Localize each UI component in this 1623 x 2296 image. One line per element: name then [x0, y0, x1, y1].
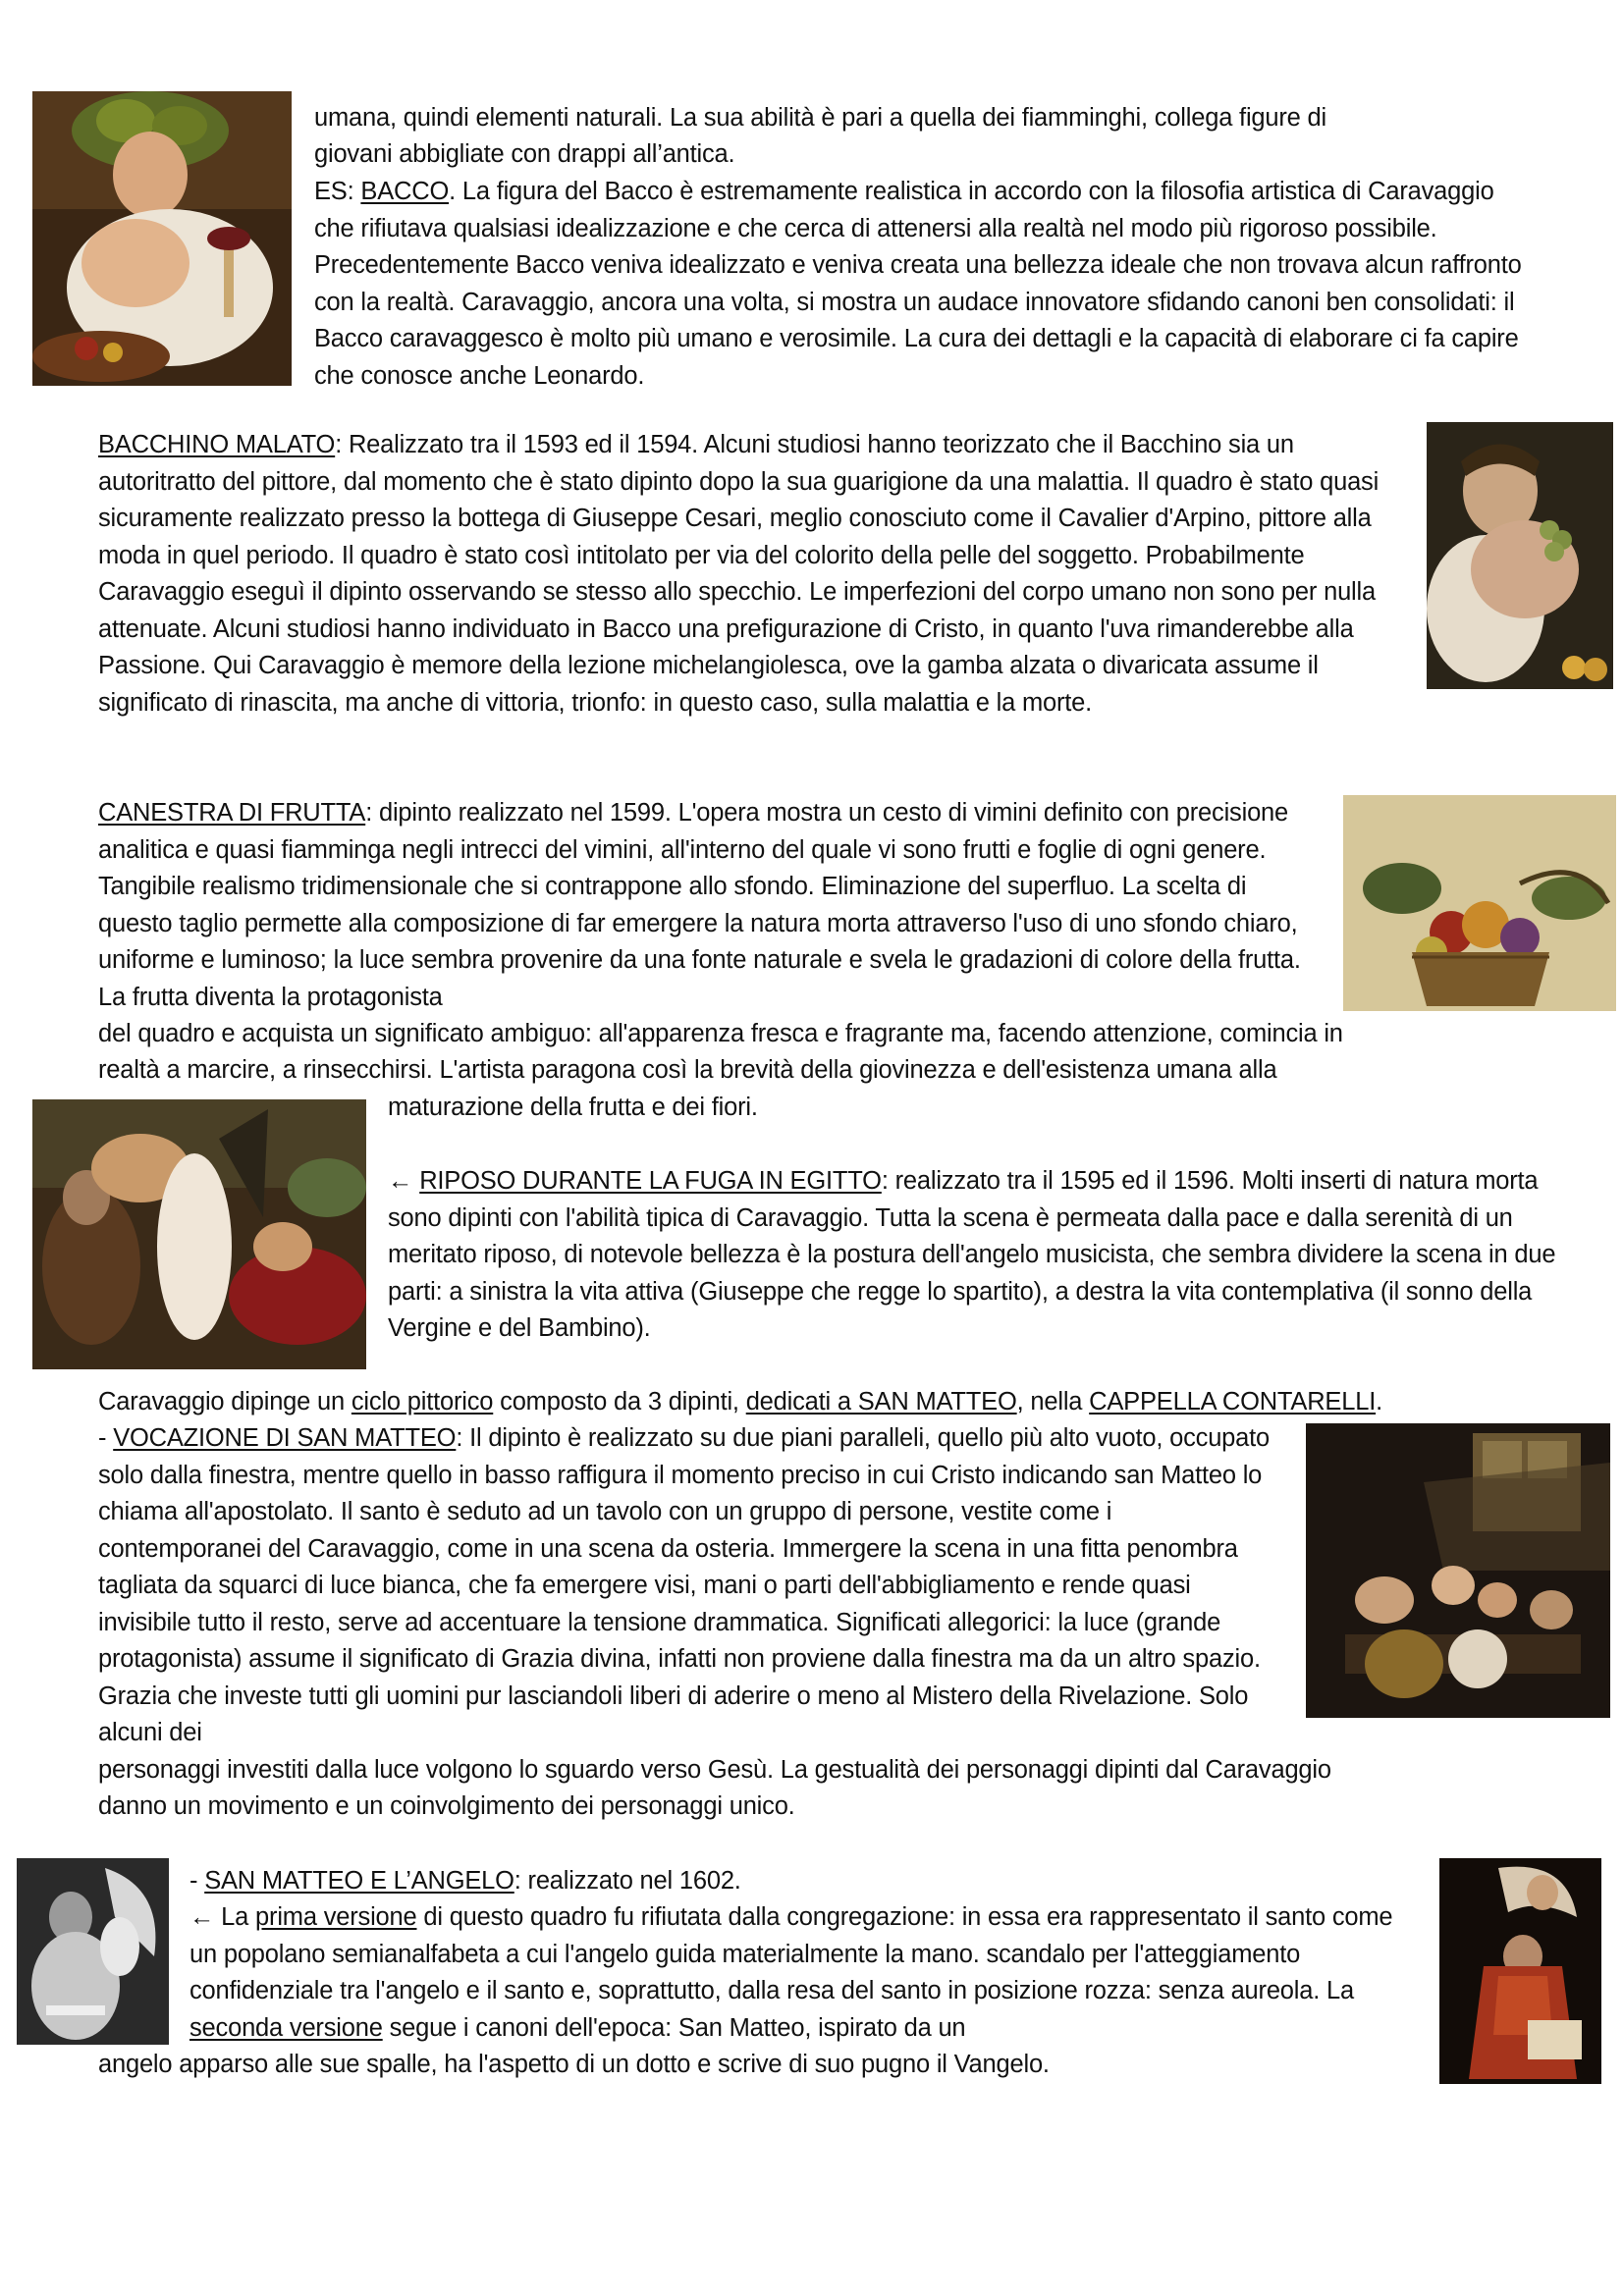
- left-arrow-icon: ← La: [189, 1903, 256, 1931]
- contarelli-text-2: composto da 3 dipinti,: [493, 1388, 746, 1415]
- bacco-title: BACCO: [360, 178, 450, 205]
- san-matteo-angelo-first-version-icon: [17, 1858, 169, 2045]
- prima-versione: prima versione: [255, 1903, 417, 1931]
- bacchino-paragraph: [98, 427, 1399, 721]
- riposo-paragraph: [388, 1163, 1576, 1348]
- vocazione-paragraph: [98, 1420, 1276, 1752]
- bacco-paragraph: [314, 174, 1532, 395]
- angelo-paragraph: [189, 1899, 1407, 2047]
- angelo-title-line: [189, 1863, 1417, 1900]
- ciclo-pittorico-link: ciclo pittorico: [351, 1388, 494, 1415]
- canestra-line-full-1: del quadro e acquista un significato ambiguo: all'apparenza fresca e fragrante ma, facendo attenzione, comincia in: [98, 1020, 1343, 1047]
- bacco-intro-line-1: umana, quindi elementi naturali. La sua abilità è pari a quella dei fiamminghi, collega figure di: [314, 104, 1326, 132]
- canestra-line-full-2: realtà a marcire, a rinsecchirsi. L'artista paragona così la brevità della giovinezza e dell'esistenza umana alla: [98, 1056, 1277, 1084]
- vocazione-line-full-1: personaggi investiti dalla luce volgono lo sguardo verso Gesù. La gestualità dei personaggi dipinti dal Caravaggio: [98, 1756, 1331, 1784]
- vocazione-title: VOCAZIONE DI SAN MATTEO: [113, 1424, 457, 1452]
- riposo-title: RIPOSO DURANTE LA FUGA IN EGITTO: [419, 1167, 882, 1195]
- es-label: ES:: [314, 178, 361, 205]
- vocazione-dash: -: [98, 1424, 114, 1452]
- angelo-title-suffix: : realizzato nel 1602.: [514, 1867, 741, 1895]
- contarelli-intro: [98, 1384, 1591, 1421]
- bacchino-body: : Realizzato tra il 1593 ed il 1594. Alcuni studiosi hanno teorizzato che il Bacchino sia un autoritratto del pittore, dal momento che è stato dipinto dopo la sua guarigione da una malattia. Il quadro è stato quasi sicuramente realizzato presso la bottega di Giuseppe Cesari, meglio conosciuto come il Cavalier d'Arpino, pittore alla moda in quel periodo. Il quadro è stato così intitolato per via del colorito della pelle del soggetto. Probabilmente Caravaggio eseguì il dipinto osservando se stesso allo specchio. Le imperfezioni del corpo umano non sono per nulla attenuate. Alcuni studiosi hanno individuato in Bacco una prefigurazione di Cristo, in quanto l'uva rimanderebbe alla Passione. Qui Caravaggio è memore della lezione michelangiolesca, ove la gamba alzata o divaricata assume il significato di rinascita, ma anche di vittoria, trionfo: in questo caso, sulla malattia e la morte.: [98, 431, 1380, 717]
- bacco-painting-icon: [32, 91, 292, 386]
- bacchino-title: BACCHINO MALATO: [98, 431, 336, 458]
- left-arrow-icon: ←: [388, 1167, 420, 1195]
- bacco-intro-line-2: giovani abbigliate con drappi all’antica.: [314, 140, 735, 168]
- angelo-body-1: di questo quadro fu rifiutata dalla congregazione: in essa era rappresentato il santo come un popolano semianalfabeta a cui l'angelo guida materialmente la mano. scandalo per l'atteggiamento confidenziale tra l'angelo e il santo e, soprattutto, dalla resa del santo in posizione rozza: senza aureola. La: [189, 1903, 1393, 2004]
- canestra-line-last: maturazione della frutta e dei fiori.: [388, 1094, 758, 1121]
- contarelli-text-4: .: [1376, 1388, 1382, 1415]
- seconda-versione: seconda versione: [189, 2013, 383, 2042]
- vocazione-line-full-2: danno un movimento e un coinvolgimento dei personaggi unico.: [98, 1792, 795, 1820]
- cappella-contarelli-link: CAPPELLA CONTARELLI: [1089, 1388, 1377, 1415]
- bacchino-malato-painting-icon: [1427, 422, 1613, 689]
- vocazione-body: : Il dipinto è realizzato su due piani paralleli, quello più alto vuoto, occupato solo dalla finestra, mentre quello in basso raffigura il momento preciso in cui Cristo indicando san Matteo lo chiama all'apostolato. Il santo è seduto ad un tavolo con un gruppo di persone, vestite come i contemporanei del Caravaggio, come in una scena da osteria. Immergere la scena in una fitta penombra tagliata da squarci di luce bianca, che fa emergere visi, mani o parti dell'abbigliamento e rende quasi invisibile tutto il resto, serve ad accentuare la tensione drammatica. Significati allegorici: la luce (grande protagonista) assume il significato di Grazia divina, infatti non proviene dalla finestra ma da un altro spazio. Grazia che investe tutti gli uomini pur lasciandoli liberi di aderire o meno al Mistero della Rivelazione. Solo alcuni dei: [98, 1424, 1271, 1746]
- angelo-line-last: angelo apparso alle sue spalle, ha l'aspetto di un dotto e scrive di suo pugno il Vangelo.: [98, 2051, 1050, 2078]
- angelo-body-2: segue i canoni dell'epoca: San Matteo, ispirato da un: [382, 2013, 966, 2042]
- canestra-title: CANESTRA DI FRUTTA: [98, 799, 366, 827]
- contarelli-text-3: , nella: [1016, 1388, 1090, 1415]
- contarelli-text-1: Caravaggio dipinge un: [98, 1388, 352, 1415]
- canestra-di-frutta-painting-icon: [1343, 795, 1616, 1011]
- riposo-body: : realizzato tra il 1595 ed il 1596. Molti inserti di natura morta sono dipinti con l'abilità tipica di Caravaggio. Tutta la scena è permeata dalla pace e dalla serenità di un meritato riposo, di notevole bellezza è la postura dell'angelo musicista, che sembra dividere la scena in due parti: a sinistra la vita attiva (Giuseppe che regge lo spartito), a destra la vita contemplativa (il sonno della Vergine e del Bambino).: [388, 1167, 1556, 1342]
- riposo-fuga-egitto-painting-icon: [32, 1099, 366, 1369]
- vocazione-san-matteo-painting-icon: [1306, 1423, 1610, 1718]
- canestra-paragraph: [98, 795, 1306, 1016]
- angelo-title: SAN MATTEO E L’ANGELO: [204, 1867, 514, 1895]
- bacco-body: . La figura del Bacco è estremamente realistica in accordo con la filosofia artistica di Caravaggio che rifiutava qualsiasi idealizzazione e che cerca di attenersi alla realtà nel modo più rigoroso possibile. Precedentemente Bacco veniva idealizzato e veniva creata una bellezza ideale che non trovava alcun raffronto con la realtà. Caravaggio, ancora una volta, si mostra un audace innovatore sfidando canoni ben consolidati: il Bacco caravaggesco è molto più umano e verosimile. La cura dei dettagli e la capacità di elaborare ci fa capire che conosce anche Leonardo.: [314, 178, 1522, 390]
- san-matteo-angelo-second-version-icon: [1439, 1858, 1601, 2084]
- dedicati-san-matteo-link: dedicati a SAN MATTEO: [745, 1388, 1017, 1415]
- angelo-dash: -: [189, 1867, 205, 1895]
- canestra-body: : dipinto realizzato nel 1599. L'opera mostra un cesto di vimini definito con precisione analitica e quasi fiamminga negli intrecci del vimini, all'interno del quale vi sono frutti e foglie di ogni genere. Tangibile realismo tridimensionale che si contrappone allo sfondo. Eliminazione del superfluo. La scelta di questo taglio permette alla composizione di far emergere la natura morta attraverso l'uso di uno sfondo chiaro, uniforme e luminoso; la luce sembra provenire da una fonte naturale e svela le gradazioni di colore della frutta. La frutta diventa la protagonista: [98, 799, 1301, 1011]
